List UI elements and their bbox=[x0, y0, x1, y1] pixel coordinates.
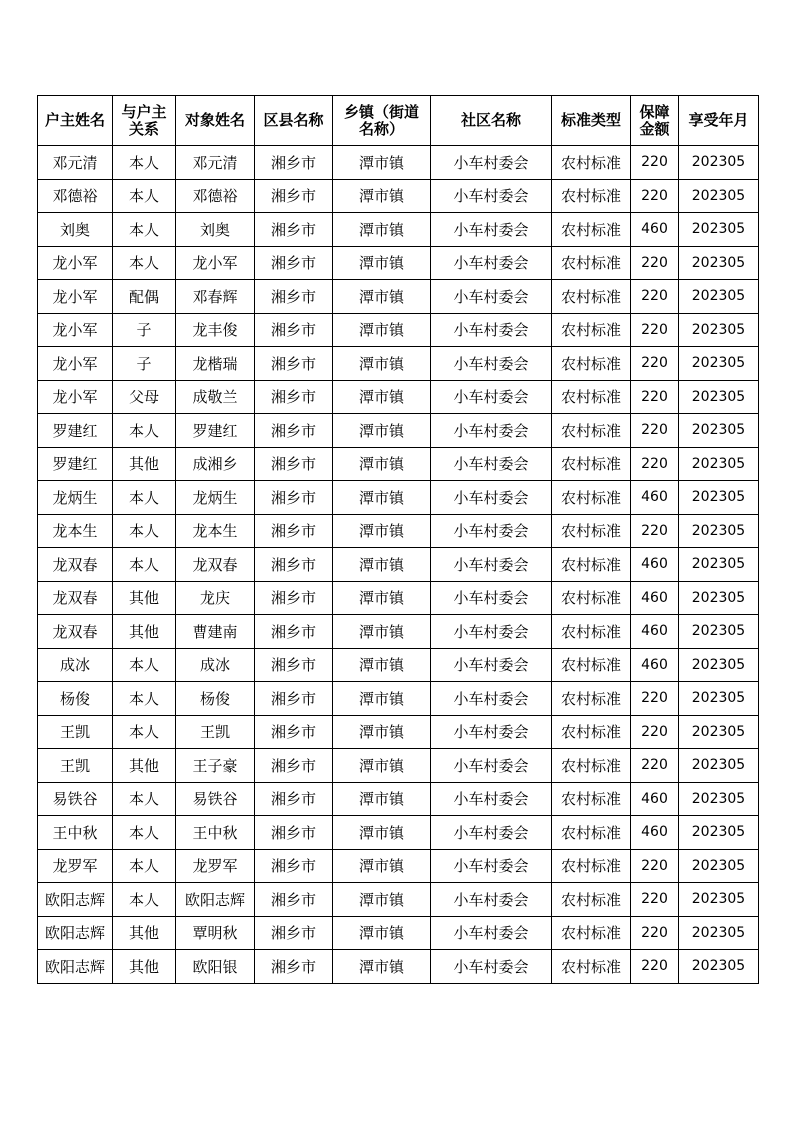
table-row bbox=[38, 179, 759, 213]
cell-town: 潭市镇 bbox=[333, 849, 431, 883]
cell-relation: 本人 bbox=[113, 481, 176, 515]
cell-amount: 460 bbox=[631, 648, 679, 682]
cell-household-head: 龙双春 bbox=[38, 548, 113, 582]
cell-town: 潭市镇 bbox=[333, 548, 431, 582]
column-header-standard-type bbox=[552, 96, 631, 146]
cell-standard-type: 农村标准 bbox=[552, 916, 631, 950]
column-header-line: 户主姓名 bbox=[44, 111, 105, 129]
cell-relation: 其他 bbox=[113, 615, 176, 649]
cell-standard-type: 农村标准 bbox=[552, 682, 631, 716]
cell-community: 小车村委会 bbox=[431, 648, 552, 682]
table-body bbox=[38, 146, 759, 984]
cell-county: 湘乡市 bbox=[255, 179, 333, 213]
cell-town: 潭市镇 bbox=[333, 213, 431, 247]
cell-county: 湘乡市 bbox=[255, 648, 333, 682]
table-row bbox=[38, 749, 759, 783]
cell-town: 潭市镇 bbox=[333, 916, 431, 950]
table-row bbox=[38, 883, 759, 917]
cell-town: 潭市镇 bbox=[333, 749, 431, 783]
cell-standard-type: 农村标准 bbox=[552, 179, 631, 213]
cell-amount: 220 bbox=[631, 849, 679, 883]
cell-town: 潭市镇 bbox=[333, 347, 431, 381]
cell-town: 潭市镇 bbox=[333, 883, 431, 917]
column-header-line: 金额 bbox=[639, 119, 670, 138]
cell-town: 潭市镇 bbox=[333, 280, 431, 314]
cell-town: 潭市镇 bbox=[333, 715, 431, 749]
cell-relation: 本人 bbox=[113, 715, 176, 749]
cell-period: 202305 bbox=[679, 816, 759, 850]
cell-period: 202305 bbox=[679, 581, 759, 615]
cell-recipient: 龙炳生 bbox=[176, 481, 255, 515]
column-header-line: 享受年月 bbox=[688, 111, 749, 129]
cell-standard-type: 农村标准 bbox=[552, 548, 631, 582]
table-header-row bbox=[38, 96, 759, 146]
cell-standard-type: 农村标准 bbox=[552, 213, 631, 247]
cell-recipient: 龙丰俊 bbox=[176, 313, 255, 347]
cell-county: 湘乡市 bbox=[255, 816, 333, 850]
cell-town: 潭市镇 bbox=[333, 414, 431, 448]
cell-community: 小车村委会 bbox=[431, 682, 552, 716]
cell-county: 湘乡市 bbox=[255, 280, 333, 314]
cell-standard-type: 农村标准 bbox=[552, 883, 631, 917]
column-header-county bbox=[255, 96, 333, 146]
cell-period: 202305 bbox=[679, 514, 759, 548]
cell-county: 湘乡市 bbox=[255, 146, 333, 180]
cell-amount: 220 bbox=[631, 950, 679, 984]
column-header-line: 关系 bbox=[128, 119, 159, 138]
cell-period: 202305 bbox=[679, 380, 759, 414]
cell-recipient: 龙双春 bbox=[176, 548, 255, 582]
cell-amount: 220 bbox=[631, 447, 679, 481]
cell-county: 湘乡市 bbox=[255, 883, 333, 917]
cell-community: 小车村委会 bbox=[431, 246, 552, 280]
cell-recipient: 邓元清 bbox=[176, 146, 255, 180]
cell-amount: 460 bbox=[631, 548, 679, 582]
cell-period: 202305 bbox=[679, 682, 759, 716]
cell-period: 202305 bbox=[679, 849, 759, 883]
cell-county: 湘乡市 bbox=[255, 380, 333, 414]
cell-county: 湘乡市 bbox=[255, 414, 333, 448]
cell-household-head: 欧阳志辉 bbox=[38, 883, 113, 917]
cell-community: 小车村委会 bbox=[431, 447, 552, 481]
cell-period: 202305 bbox=[679, 313, 759, 347]
cell-community: 小车村委会 bbox=[431, 916, 552, 950]
cell-county: 湘乡市 bbox=[255, 849, 333, 883]
column-header-relation bbox=[113, 96, 176, 146]
cell-recipient: 龙楷瑞 bbox=[176, 347, 255, 381]
cell-relation: 子 bbox=[113, 347, 176, 381]
cell-recipient: 罗建红 bbox=[176, 414, 255, 448]
cell-household-head: 龙小军 bbox=[38, 380, 113, 414]
column-header-period bbox=[679, 96, 759, 146]
cell-relation: 本人 bbox=[113, 648, 176, 682]
cell-standard-type: 农村标准 bbox=[552, 246, 631, 280]
cell-recipient: 邓德裕 bbox=[176, 179, 255, 213]
cell-standard-type: 农村标准 bbox=[552, 950, 631, 984]
cell-recipient: 成冰 bbox=[176, 648, 255, 682]
cell-amount: 220 bbox=[631, 246, 679, 280]
cell-relation: 本人 bbox=[113, 682, 176, 716]
cell-relation: 本人 bbox=[113, 883, 176, 917]
cell-relation: 本人 bbox=[113, 816, 176, 850]
cell-town: 潭市镇 bbox=[333, 816, 431, 850]
cell-relation: 其他 bbox=[113, 749, 176, 783]
table-row bbox=[38, 916, 759, 950]
cell-community: 小车村委会 bbox=[431, 481, 552, 515]
cell-county: 湘乡市 bbox=[255, 916, 333, 950]
cell-relation: 本人 bbox=[113, 213, 176, 247]
cell-county: 湘乡市 bbox=[255, 481, 333, 515]
cell-town: 潭市镇 bbox=[333, 246, 431, 280]
cell-recipient: 刘奥 bbox=[176, 213, 255, 247]
cell-community: 小车村委会 bbox=[431, 347, 552, 381]
cell-county: 湘乡市 bbox=[255, 782, 333, 816]
cell-recipient: 成敬兰 bbox=[176, 380, 255, 414]
cell-period: 202305 bbox=[679, 950, 759, 984]
cell-standard-type: 农村标准 bbox=[552, 414, 631, 448]
cell-relation: 父母 bbox=[113, 380, 176, 414]
table-row bbox=[38, 447, 759, 481]
cell-amount: 220 bbox=[631, 380, 679, 414]
table-row bbox=[38, 715, 759, 749]
column-header-recipient bbox=[176, 96, 255, 146]
cell-period: 202305 bbox=[679, 782, 759, 816]
cell-household-head: 邓德裕 bbox=[38, 179, 113, 213]
roster-sheet bbox=[37, 95, 759, 984]
table-row bbox=[38, 950, 759, 984]
cell-recipient: 王中秋 bbox=[176, 816, 255, 850]
cell-relation: 本人 bbox=[113, 782, 176, 816]
cell-relation: 本人 bbox=[113, 849, 176, 883]
cell-community: 小车村委会 bbox=[431, 548, 552, 582]
cell-period: 202305 bbox=[679, 481, 759, 515]
column-header-line: 乡镇（街道 bbox=[343, 102, 419, 121]
cell-household-head: 王中秋 bbox=[38, 816, 113, 850]
cell-relation: 配偶 bbox=[113, 280, 176, 314]
cell-town: 潭市镇 bbox=[333, 179, 431, 213]
cell-household-head: 王凯 bbox=[38, 715, 113, 749]
cell-community: 小车村委会 bbox=[431, 816, 552, 850]
cell-household-head: 邓元清 bbox=[38, 146, 113, 180]
cell-household-head: 龙小军 bbox=[38, 246, 113, 280]
cell-amount: 460 bbox=[631, 213, 679, 247]
column-header-line: 与户主 bbox=[121, 102, 167, 121]
cell-standard-type: 农村标准 bbox=[552, 313, 631, 347]
cell-town: 潭市镇 bbox=[333, 380, 431, 414]
cell-household-head: 龙小军 bbox=[38, 280, 113, 314]
cell-community: 小车村委会 bbox=[431, 514, 552, 548]
cell-recipient: 龙罗军 bbox=[176, 849, 255, 883]
cell-recipient: 王凯 bbox=[176, 715, 255, 749]
cell-relation: 本人 bbox=[113, 514, 176, 548]
cell-period: 202305 bbox=[679, 715, 759, 749]
table-row bbox=[38, 514, 759, 548]
cell-household-head: 成冰 bbox=[38, 648, 113, 682]
table-row bbox=[38, 548, 759, 582]
cell-period: 202305 bbox=[679, 347, 759, 381]
cell-household-head: 刘奥 bbox=[38, 213, 113, 247]
cell-amount: 220 bbox=[631, 715, 679, 749]
cell-amount: 460 bbox=[631, 481, 679, 515]
cell-relation: 其他 bbox=[113, 447, 176, 481]
cell-community: 小车村委会 bbox=[431, 146, 552, 180]
cell-county: 湘乡市 bbox=[255, 347, 333, 381]
cell-household-head: 罗建红 bbox=[38, 414, 113, 448]
cell-standard-type: 农村标准 bbox=[552, 447, 631, 481]
cell-period: 202305 bbox=[679, 548, 759, 582]
cell-period: 202305 bbox=[679, 280, 759, 314]
cell-period: 202305 bbox=[679, 916, 759, 950]
cell-standard-type: 农村标准 bbox=[552, 849, 631, 883]
cell-standard-type: 农村标准 bbox=[552, 749, 631, 783]
cell-county: 湘乡市 bbox=[255, 548, 333, 582]
cell-county: 湘乡市 bbox=[255, 749, 333, 783]
cell-town: 潭市镇 bbox=[333, 514, 431, 548]
cell-county: 湘乡市 bbox=[255, 715, 333, 749]
cell-town: 潭市镇 bbox=[333, 615, 431, 649]
cell-period: 202305 bbox=[679, 414, 759, 448]
table-row bbox=[38, 280, 759, 314]
table-row bbox=[38, 213, 759, 247]
cell-community: 小车村委会 bbox=[431, 883, 552, 917]
cell-household-head: 龙双春 bbox=[38, 615, 113, 649]
cell-relation: 本人 bbox=[113, 548, 176, 582]
table-row bbox=[38, 782, 759, 816]
cell-amount: 460 bbox=[631, 615, 679, 649]
cell-amount: 220 bbox=[631, 682, 679, 716]
table-row bbox=[38, 380, 759, 414]
cell-household-head: 龙小军 bbox=[38, 347, 113, 381]
cell-county: 湘乡市 bbox=[255, 615, 333, 649]
assistance-roster-table bbox=[37, 95, 759, 984]
cell-standard-type: 农村标准 bbox=[552, 280, 631, 314]
cell-household-head: 龙双春 bbox=[38, 581, 113, 615]
cell-town: 潭市镇 bbox=[333, 648, 431, 682]
table-row bbox=[38, 615, 759, 649]
cell-period: 202305 bbox=[679, 615, 759, 649]
column-header-town bbox=[333, 96, 431, 146]
cell-household-head: 龙本生 bbox=[38, 514, 113, 548]
table-row bbox=[38, 313, 759, 347]
cell-standard-type: 农村标准 bbox=[552, 146, 631, 180]
cell-standard-type: 农村标准 bbox=[552, 514, 631, 548]
cell-relation: 本人 bbox=[113, 146, 176, 180]
cell-relation: 本人 bbox=[113, 246, 176, 280]
cell-community: 小车村委会 bbox=[431, 715, 552, 749]
cell-amount: 220 bbox=[631, 146, 679, 180]
cell-community: 小车村委会 bbox=[431, 950, 552, 984]
cell-amount: 460 bbox=[631, 782, 679, 816]
cell-household-head: 罗建红 bbox=[38, 447, 113, 481]
cell-household-head: 欧阳志辉 bbox=[38, 950, 113, 984]
column-header-household-head bbox=[38, 96, 113, 146]
cell-period: 202305 bbox=[679, 883, 759, 917]
cell-relation: 本人 bbox=[113, 414, 176, 448]
cell-relation: 其他 bbox=[113, 581, 176, 615]
cell-county: 湘乡市 bbox=[255, 447, 333, 481]
cell-household-head: 易铁谷 bbox=[38, 782, 113, 816]
table-row bbox=[38, 414, 759, 448]
cell-household-head: 杨俊 bbox=[38, 682, 113, 716]
cell-town: 潭市镇 bbox=[333, 950, 431, 984]
cell-county: 湘乡市 bbox=[255, 950, 333, 984]
cell-community: 小车村委会 bbox=[431, 179, 552, 213]
column-header-amount bbox=[631, 96, 679, 146]
column-header-line: 社区名称 bbox=[460, 111, 521, 129]
cell-relation: 其他 bbox=[113, 916, 176, 950]
table-row bbox=[38, 581, 759, 615]
cell-recipient: 龙小军 bbox=[176, 246, 255, 280]
cell-period: 202305 bbox=[679, 146, 759, 180]
column-header-line: 标准类型 bbox=[560, 111, 621, 129]
column-header-line: 保障 bbox=[639, 102, 670, 121]
cell-community: 小车村委会 bbox=[431, 581, 552, 615]
cell-community: 小车村委会 bbox=[431, 280, 552, 314]
cell-amount: 220 bbox=[631, 514, 679, 548]
cell-county: 湘乡市 bbox=[255, 682, 333, 716]
cell-county: 湘乡市 bbox=[255, 246, 333, 280]
cell-period: 202305 bbox=[679, 447, 759, 481]
cell-standard-type: 农村标准 bbox=[552, 581, 631, 615]
cell-community: 小车村委会 bbox=[431, 849, 552, 883]
table-row bbox=[38, 682, 759, 716]
cell-recipient: 覃明秋 bbox=[176, 916, 255, 950]
cell-amount: 220 bbox=[631, 179, 679, 213]
table-row bbox=[38, 347, 759, 381]
cell-town: 潭市镇 bbox=[333, 682, 431, 716]
cell-recipient: 成湘乡 bbox=[176, 447, 255, 481]
cell-recipient: 易铁谷 bbox=[176, 782, 255, 816]
cell-recipient: 欧阳志辉 bbox=[176, 883, 255, 917]
cell-town: 潭市镇 bbox=[333, 481, 431, 515]
table-row bbox=[38, 146, 759, 180]
cell-recipient: 龙庆 bbox=[176, 581, 255, 615]
column-header-community bbox=[431, 96, 552, 146]
cell-town: 潭市镇 bbox=[333, 447, 431, 481]
cell-community: 小车村委会 bbox=[431, 749, 552, 783]
cell-period: 202305 bbox=[679, 246, 759, 280]
cell-amount: 460 bbox=[631, 581, 679, 615]
cell-standard-type: 农村标准 bbox=[552, 481, 631, 515]
cell-recipient: 邓春辉 bbox=[176, 280, 255, 314]
cell-town: 潭市镇 bbox=[333, 581, 431, 615]
cell-community: 小车村委会 bbox=[431, 313, 552, 347]
table-row bbox=[38, 849, 759, 883]
cell-community: 小车村委会 bbox=[431, 380, 552, 414]
cell-county: 湘乡市 bbox=[255, 514, 333, 548]
cell-standard-type: 农村标准 bbox=[552, 648, 631, 682]
table-row bbox=[38, 816, 759, 850]
cell-county: 湘乡市 bbox=[255, 313, 333, 347]
cell-recipient: 欧阳银 bbox=[176, 950, 255, 984]
cell-amount: 220 bbox=[631, 749, 679, 783]
cell-amount: 220 bbox=[631, 313, 679, 347]
cell-amount: 460 bbox=[631, 816, 679, 850]
table-row bbox=[38, 648, 759, 682]
cell-period: 202305 bbox=[679, 213, 759, 247]
cell-amount: 220 bbox=[631, 414, 679, 448]
cell-household-head: 欧阳志辉 bbox=[38, 916, 113, 950]
cell-household-head: 龙炳生 bbox=[38, 481, 113, 515]
cell-standard-type: 农村标准 bbox=[552, 615, 631, 649]
cell-recipient: 王子豪 bbox=[176, 749, 255, 783]
cell-recipient: 曹建南 bbox=[176, 615, 255, 649]
cell-town: 潭市镇 bbox=[333, 146, 431, 180]
table-row bbox=[38, 246, 759, 280]
cell-county: 湘乡市 bbox=[255, 581, 333, 615]
cell-household-head: 王凯 bbox=[38, 749, 113, 783]
cell-community: 小车村委会 bbox=[431, 414, 552, 448]
cell-period: 202305 bbox=[679, 179, 759, 213]
table-row bbox=[38, 481, 759, 515]
cell-period: 202305 bbox=[679, 749, 759, 783]
column-header-line: 对象姓名 bbox=[184, 111, 245, 129]
cell-community: 小车村委会 bbox=[431, 615, 552, 649]
cell-town: 潭市镇 bbox=[333, 313, 431, 347]
cell-standard-type: 农村标准 bbox=[552, 816, 631, 850]
cell-standard-type: 农村标准 bbox=[552, 347, 631, 381]
column-header-line: 区县名称 bbox=[263, 111, 324, 129]
cell-standard-type: 农村标准 bbox=[552, 715, 631, 749]
cell-recipient: 杨俊 bbox=[176, 682, 255, 716]
cell-community: 小车村委会 bbox=[431, 782, 552, 816]
cell-standard-type: 农村标准 bbox=[552, 380, 631, 414]
cell-relation: 子 bbox=[113, 313, 176, 347]
cell-relation: 其他 bbox=[113, 950, 176, 984]
cell-relation: 本人 bbox=[113, 179, 176, 213]
cell-amount: 220 bbox=[631, 883, 679, 917]
cell-household-head: 龙小军 bbox=[38, 313, 113, 347]
cell-amount: 220 bbox=[631, 347, 679, 381]
cell-household-head: 龙罗军 bbox=[38, 849, 113, 883]
cell-county: 湘乡市 bbox=[255, 213, 333, 247]
cell-amount: 220 bbox=[631, 280, 679, 314]
cell-amount: 220 bbox=[631, 916, 679, 950]
cell-period: 202305 bbox=[679, 648, 759, 682]
cell-recipient: 龙本生 bbox=[176, 514, 255, 548]
cell-community: 小车村委会 bbox=[431, 213, 552, 247]
cell-town: 潭市镇 bbox=[333, 782, 431, 816]
column-header-line: 名称） bbox=[358, 119, 404, 138]
cell-standard-type: 农村标准 bbox=[552, 782, 631, 816]
